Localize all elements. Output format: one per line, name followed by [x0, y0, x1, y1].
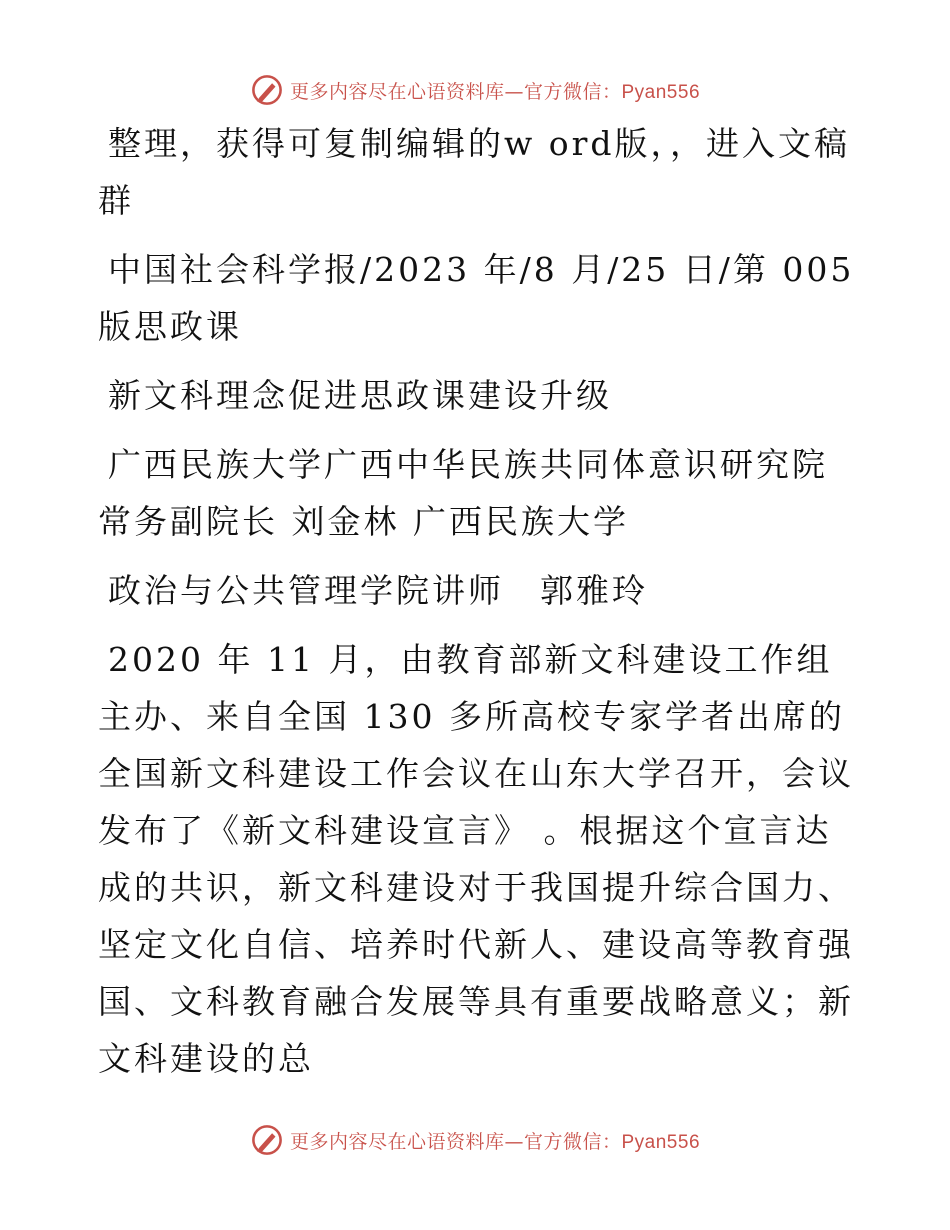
banner-wechat-id: Pyan556 [621, 81, 701, 103]
document-body [98, 115, 858, 1099]
pen-logo-icon [250, 73, 284, 107]
author-line-2: 政治与公共管理学院讲师 郭雅玲 [108, 571, 648, 610]
banner-main-text: 更多内容尽在心语资料库 [289, 1130, 505, 1153]
author-line-1: 广西民族大学广西中华民族共同体意识研究院常务副院长 刘金林 广西民族大学 [98, 445, 828, 541]
banner-text [290, 1127, 700, 1154]
paragraph-intro-note: 整理，获得可复制编辑的w ord版，，进入文稿群 [98, 124, 851, 220]
banner-separator: — [504, 80, 524, 103]
paragraph-source: 中国社会科学报/2023 年/8 月/25 日/第 005 版思政课 [98, 250, 855, 346]
paragraph-body: 2020 年 11 月，由教育部新文科建设工作组主办、来自全国 130 多所高校专家学者出席的全国新文科建设工作会议在山东大学召开，会议发布了《新文科建设宣言》 。根据这个宣言达成的共识，新文科建设对于我国提升综合国力、坚定文化自信、培养时代新人、建设高等教育强国、文科教育融合发展等具有重要战略意义；新文科建设的总 [98, 640, 854, 1078]
banner-wechat-label: 官方微信： [523, 80, 622, 103]
article-title: 新文科理念促进思政课建设升级 [108, 376, 612, 415]
banner-main-text: 更多内容尽在心语资料库 [289, 80, 505, 103]
banner-separator: — [504, 1130, 524, 1153]
banner-wechat-id: Pyan556 [621, 1131, 701, 1153]
pen-logo-icon [250, 1123, 284, 1157]
banner-wechat-label: 官方微信： [523, 1130, 622, 1153]
header-banner [0, 70, 950, 110]
footer-banner [0, 1120, 950, 1160]
banner-text [290, 77, 700, 104]
